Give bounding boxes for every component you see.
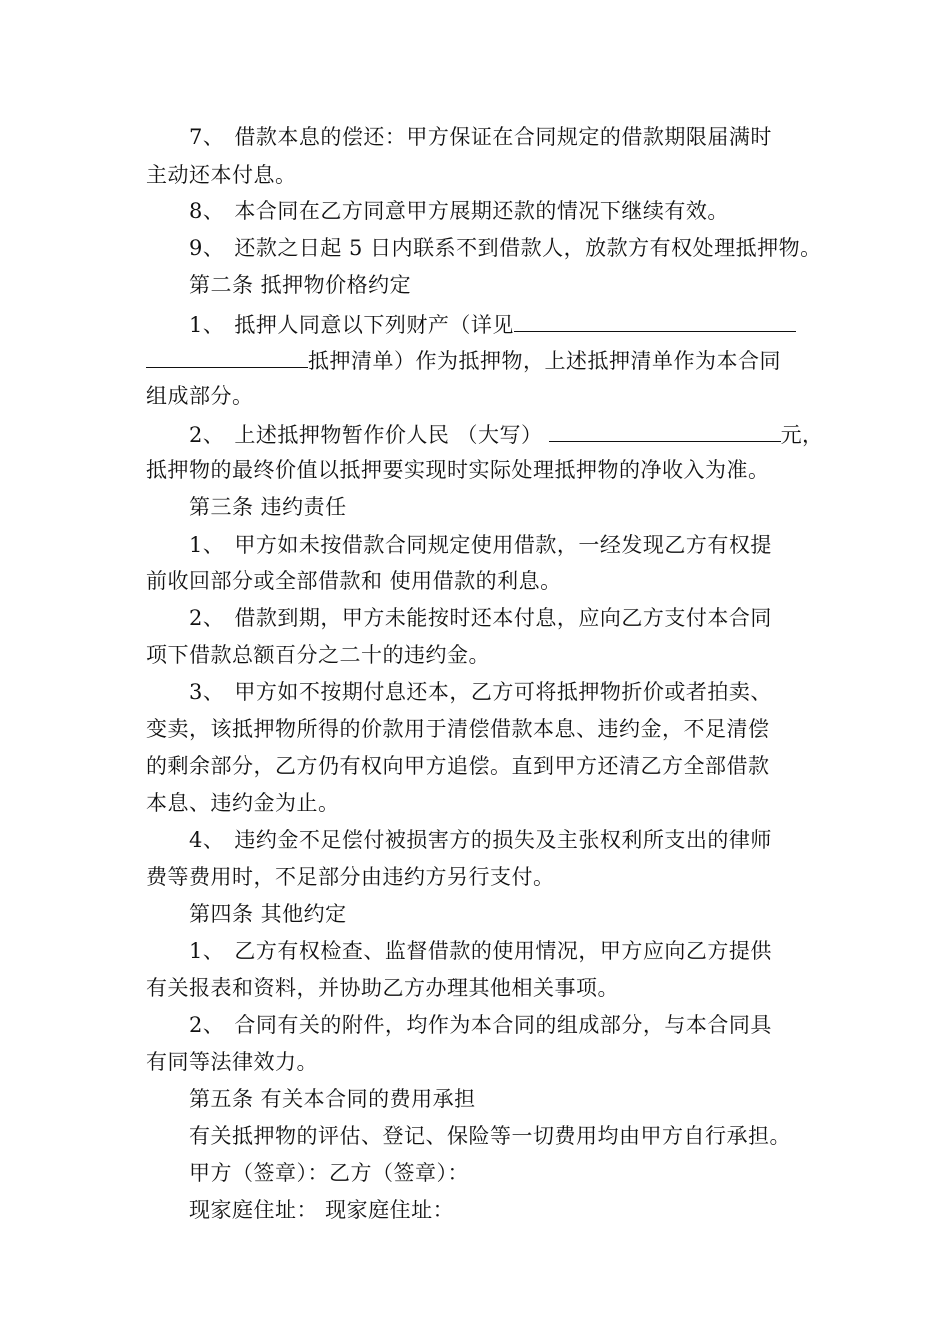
item-text: 上述抵押物暂作价人民 （大写） xyxy=(234,423,543,447)
article-3-item-4-line-2: 费等费用时，不足部分由违约方另行支付。 xyxy=(146,865,555,889)
article-3-item-3-line-3: 的剩余部分，乙方仍有权向甲方追偿。直到甲方还清乙方全部借款 xyxy=(146,754,770,778)
item-text: 本合同在乙方同意甲方展期还款的情况下继续有效。 xyxy=(234,199,729,223)
article-2-item-2-line-1 xyxy=(189,419,824,449)
article-5-heading: 第五条 有关本合同的费用承担 xyxy=(189,1087,476,1111)
article-4-item-1-line-2: 有关报表和资料，并协助乙方办理其他相关事项。 xyxy=(146,976,619,1000)
article-3-item-3-line-4: 本息、违约金为止。 xyxy=(146,791,340,815)
item-number: 3、 xyxy=(189,680,225,704)
item-7-line-1 xyxy=(189,123,772,151)
article-4-heading: 第四条 其他约定 xyxy=(189,902,347,926)
item-number: 2、 xyxy=(189,606,225,630)
fill-in-blank xyxy=(549,419,781,442)
article-4-item-2-line-1 xyxy=(189,1011,772,1039)
item-number: 7、 xyxy=(189,125,225,149)
article-3-item-2-line-2: 项下借款总额百分之二十的违约金。 xyxy=(146,643,490,667)
article-2-item-1-line-1 xyxy=(189,309,796,339)
item-number: 4、 xyxy=(189,828,225,852)
item-text: 甲方如未按借款合同规定使用借款，一经发现乙方有权提 xyxy=(234,533,772,557)
item-number: 1、 xyxy=(189,313,225,337)
article-3-item-4-line-1 xyxy=(189,826,772,854)
item-text: 抵押清单）作为抵押物，上述抵押清单作为本合同 xyxy=(308,349,781,373)
fill-in-blank xyxy=(514,309,796,332)
item-number: 1、 xyxy=(189,939,225,963)
item-number: 1、 xyxy=(189,533,225,557)
article-3-item-1-line-2: 前收回部分或全部借款和 使用借款的利息。 xyxy=(146,569,562,593)
item-text: 还款之日起 5 日内联系不到借款人，放款方有权处理抵押物。 xyxy=(234,236,822,260)
item-text: 抵押人同意以下列财产（详见 xyxy=(234,313,514,337)
address-line: 现家庭住址： 现家庭住址： xyxy=(189,1198,455,1222)
article-2-item-2-line-2: 抵押物的最终价值以抵押要实现时实际处理抵押物的净收入为准。 xyxy=(146,458,770,482)
article-3-item-1-line-1 xyxy=(189,531,772,559)
article-3-item-3-line-2: 变卖，该抵押物所得的价款用于清偿借款本息、违约金，不足清偿 xyxy=(146,717,770,741)
article-3-heading: 第三条 违约责任 xyxy=(189,495,347,519)
item-7-line-2: 主动还本付息。 xyxy=(146,163,297,187)
article-5-text: 有关抵押物的评估、登记、保险等一切费用均由甲方自行承担。 xyxy=(189,1124,791,1148)
article-3-item-2-line-1 xyxy=(189,604,772,632)
article-2-heading: 第二条 抵押物价格约定 xyxy=(189,273,412,297)
item-text: 甲方如不按期付息还本，乙方可将抵押物折价或者拍卖、 xyxy=(234,680,772,704)
item-number: 2、 xyxy=(189,423,225,447)
item-9-line-1 xyxy=(189,234,822,262)
item-number: 2、 xyxy=(189,1013,225,1037)
signature-line: 甲方（签章）：乙方（签章）： xyxy=(189,1161,469,1185)
item-text: 借款本息的偿还：甲方保证在合同规定的借款期限届满时 xyxy=(234,125,772,149)
item-text: 违约金不足偿付被损害方的损失及主张权利所支出的律师 xyxy=(234,828,772,852)
article-2-item-1-line-2 xyxy=(146,345,781,375)
item-text: 借款到期，甲方未能按时还本付息，应向乙方支付本合同 xyxy=(234,606,772,630)
article-4-item-2-line-2: 有同等法律效力。 xyxy=(146,1050,318,1074)
item-text: 合同有关的附件，均作为本合同的组成部分，与本合同具 xyxy=(234,1013,772,1037)
item-text: 元， xyxy=(780,423,824,447)
item-text: 乙方有权检查、监督借款的使用情况，甲方应向乙方提供 xyxy=(234,939,772,963)
article-3-item-3-line-1 xyxy=(189,678,772,706)
fill-in-blank xyxy=(146,345,308,368)
item-number: 8、 xyxy=(189,199,225,223)
item-number: 9、 xyxy=(189,236,225,260)
item-8-line-1 xyxy=(189,197,729,225)
article-4-item-1-line-1 xyxy=(189,937,772,965)
article-2-item-1-line-3: 组成部分。 xyxy=(146,384,254,408)
